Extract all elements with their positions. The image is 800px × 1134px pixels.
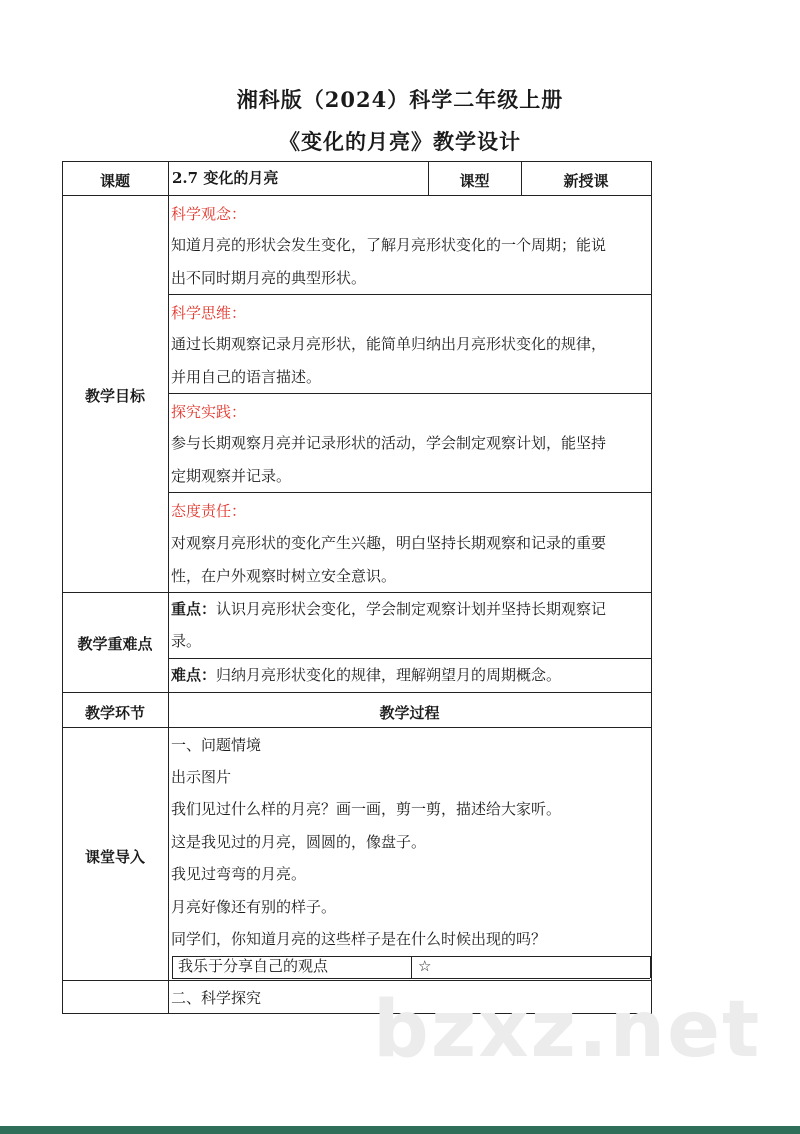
difficulty-line bbox=[171, 659, 561, 692]
key-point-text: 认识月亮形状会变化，学会制定观察计划并坚持长期观察记 bbox=[216, 600, 607, 618]
intro-line: 我们见过什么样的月亮？画一画，剪一剪，描述给大家听。 bbox=[171, 800, 562, 818]
intro-line: 这是我见过的月亮，圆圆的，像盘子。 bbox=[171, 833, 427, 851]
star-rating-icon: ☆ bbox=[418, 957, 432, 975]
goal-text-line: 参与长期观察月亮并记录形状的活动，学会制定观察计划，能坚持 bbox=[171, 434, 607, 452]
difficulty-text: 归纳月亮形状变化的规律，理解朔望月的周期概念。 bbox=[216, 666, 562, 684]
inquiry-section-heading: 二、科学探究 bbox=[171, 989, 262, 1007]
process-header: 教学过程 bbox=[379, 704, 440, 722]
intro-line: 出示图片 bbox=[171, 768, 232, 786]
goal-heading: 科学思维： bbox=[171, 304, 247, 322]
key-point-text-cont: 录。 bbox=[171, 632, 202, 650]
lesson-type-label: 课型 bbox=[459, 172, 490, 190]
key-point-label: 重点： bbox=[171, 600, 217, 618]
intro-stage-label: 课堂导入 bbox=[84, 848, 145, 866]
difficulty-label: 难点： bbox=[171, 666, 217, 684]
intro-line: 一、问题情境 bbox=[171, 736, 262, 754]
teaching-goals-label: 教学目标 bbox=[84, 387, 145, 405]
goal-text-line: 性，在户外观察时树立安全意识。 bbox=[171, 567, 397, 585]
key-point-line bbox=[171, 593, 606, 626]
intro-line: 我见过弯弯的月亮。 bbox=[171, 865, 307, 883]
goal-heading: 探究实践： bbox=[171, 403, 247, 421]
goal-text-line: 知道月亮的形状会发生变化，了解月亮形状变化的一个周期；能说 bbox=[171, 236, 607, 254]
topic-label: 课题 bbox=[99, 172, 130, 190]
topic-value: 2.7 变化的月亮 bbox=[172, 169, 279, 187]
bottom-bar bbox=[0, 1126, 800, 1134]
goal-text-line: 出不同时期月亮的典型形状。 bbox=[171, 269, 367, 287]
goal-text-line: 对观察月亮形状的变化产生兴趣，明白坚持长期观察和记录的重要 bbox=[171, 534, 607, 552]
goal-heading: 科学观念： bbox=[171, 205, 247, 223]
intro-line: 月亮好像还有别的样子。 bbox=[171, 898, 337, 916]
goal-text-line: 通过长期观察记录月亮形状，能简单归纳出月亮形状变化的规律， bbox=[171, 335, 607, 353]
intro-line: 同学们，你知道月亮的这些样子是在什么时候出现的吗？ bbox=[171, 930, 547, 948]
evaluation-criterion: 我乐于分享自己的观点 bbox=[178, 957, 329, 975]
goal-heading: 态度责任： bbox=[171, 502, 247, 520]
stage-header: 教学环节 bbox=[84, 704, 145, 722]
lesson-type-value: 新授课 bbox=[563, 172, 609, 190]
goal-text-line: 定期观察并记录。 bbox=[171, 467, 292, 485]
watermark: bzxz.net bbox=[373, 985, 762, 1075]
document-subtitle: 《变化的月亮》教学设计 bbox=[279, 129, 521, 154]
goal-text-line: 并用自己的语言描述。 bbox=[171, 368, 322, 386]
key-points-label: 教学重难点 bbox=[77, 635, 153, 653]
document-title: 湘科版（2024）科学二年级上册 bbox=[236, 87, 564, 112]
